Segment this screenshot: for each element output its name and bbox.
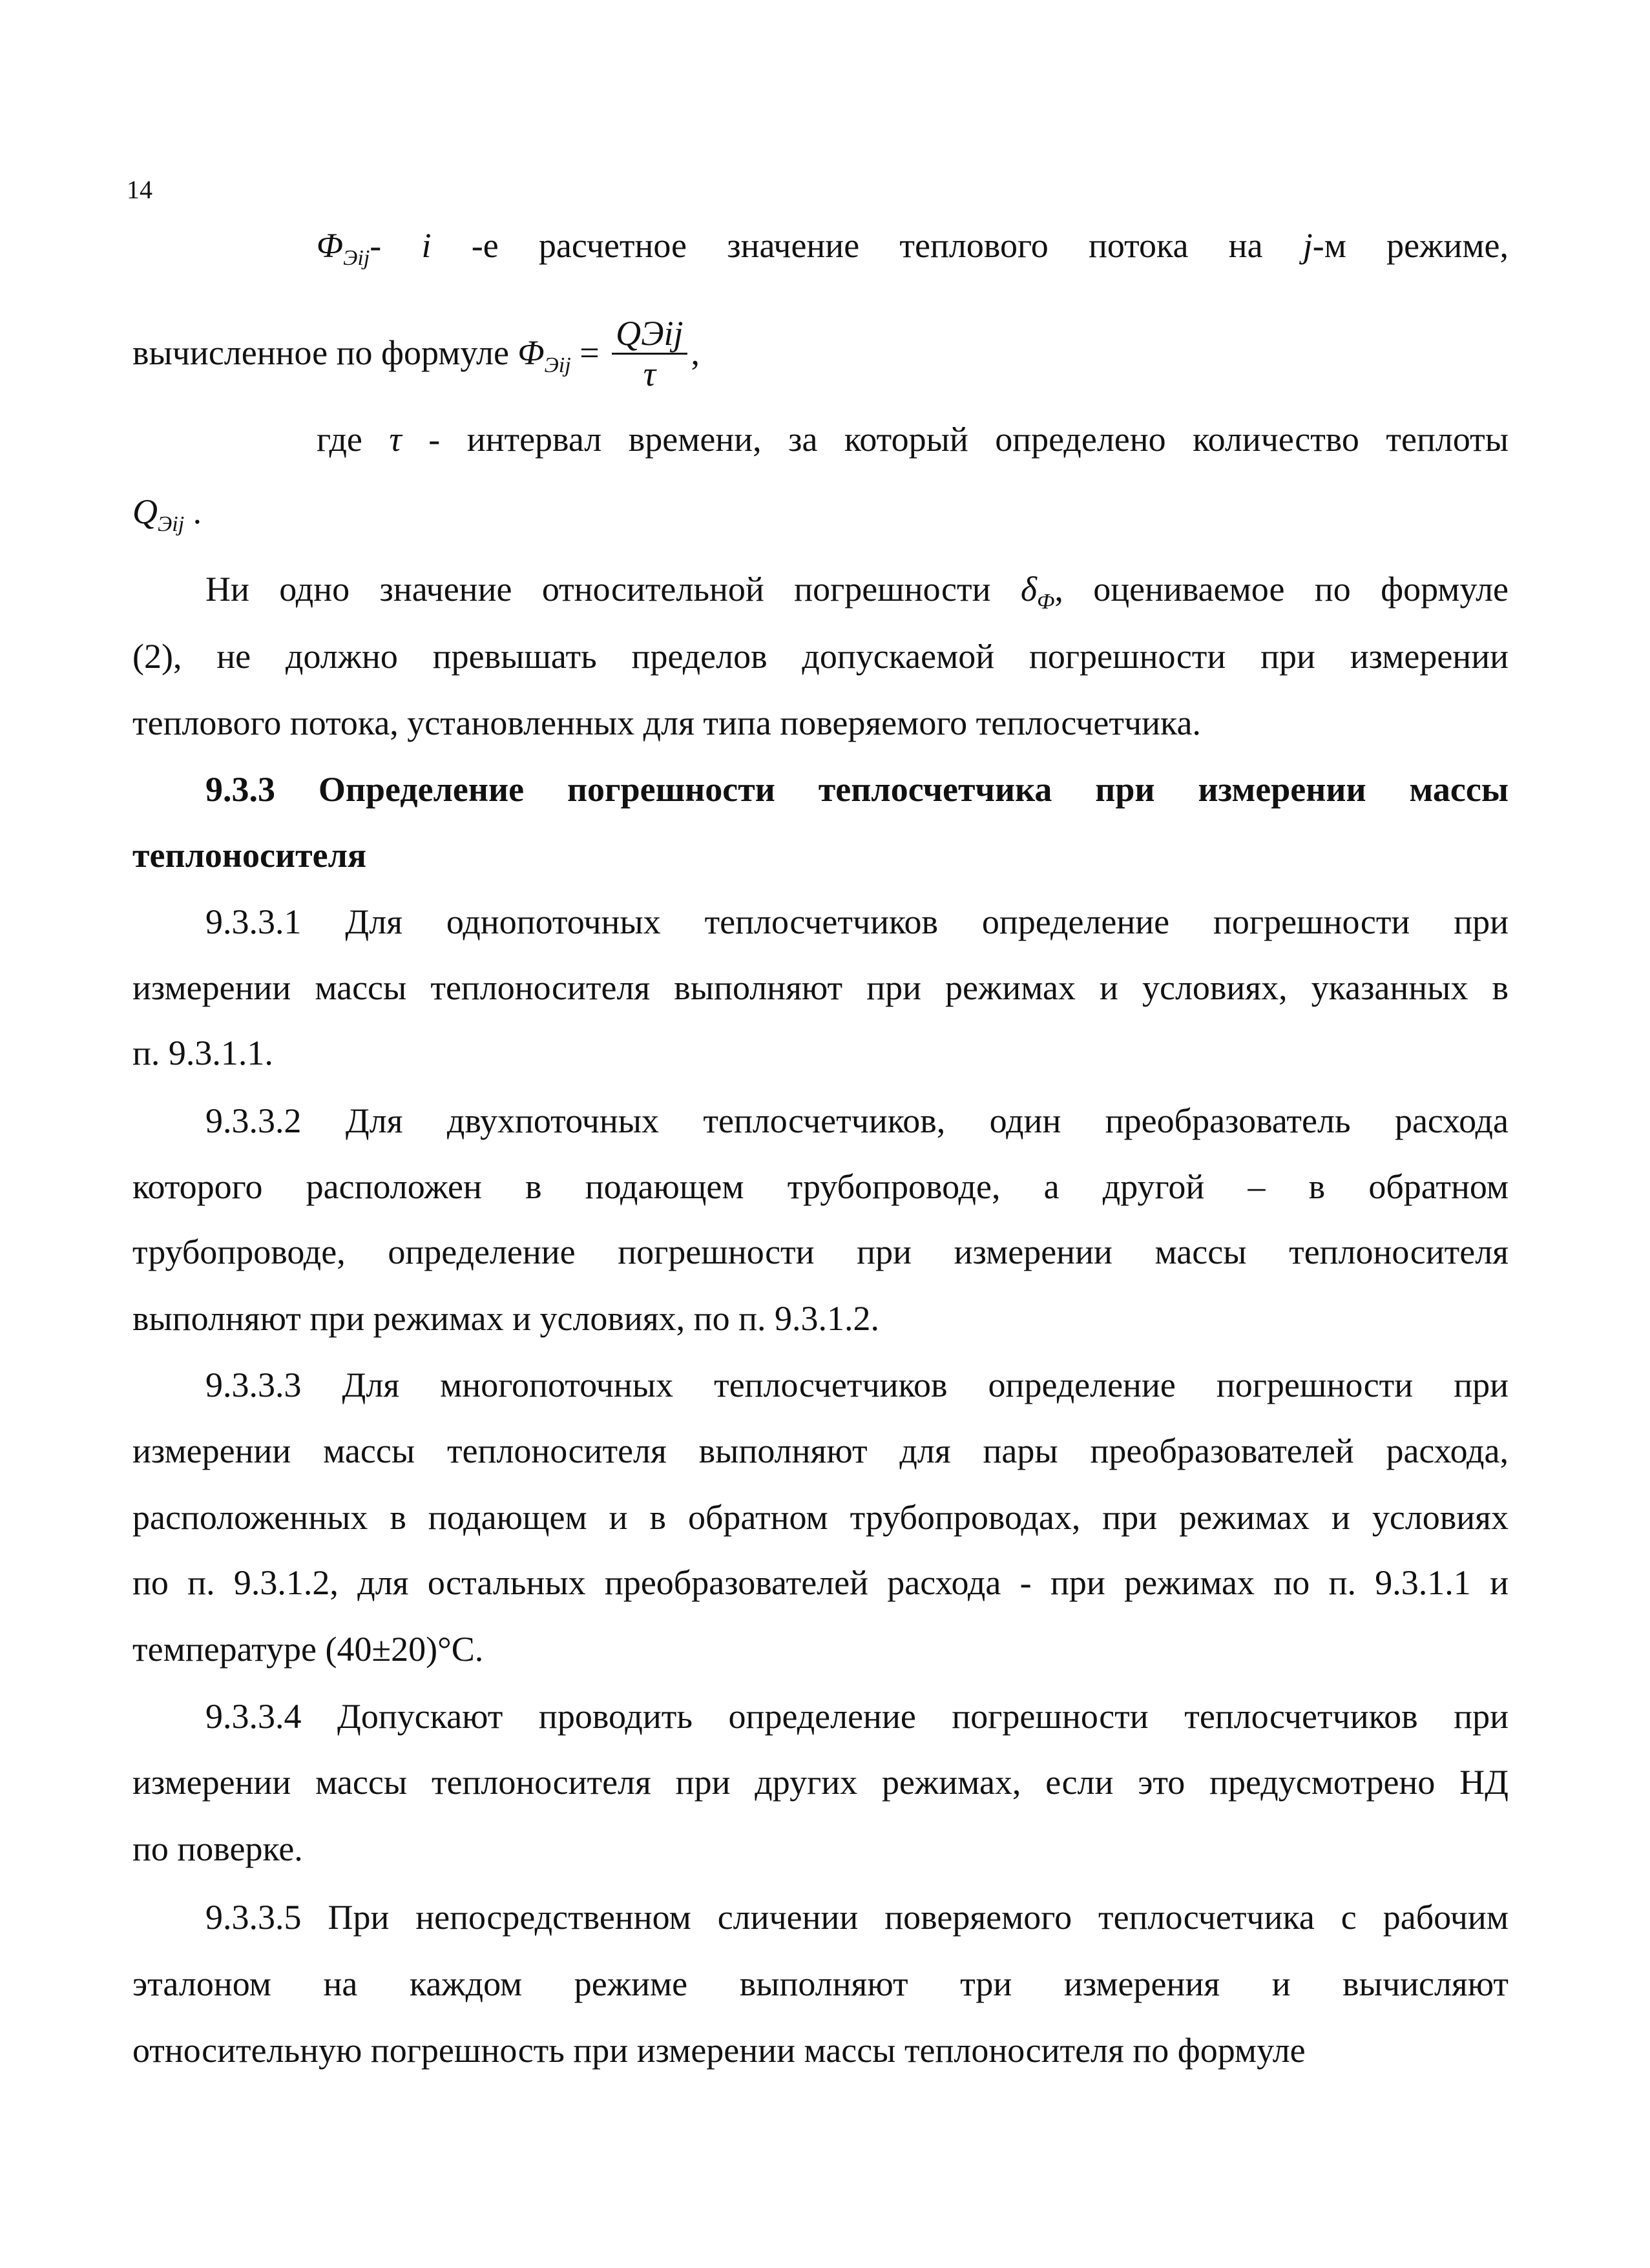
q-dot: .	[184, 492, 202, 531]
definition-tau-line	[317, 419, 1509, 460]
phi-dash: -	[370, 226, 382, 265]
paragraph-line: эталоном на каждом режиме выполняют три измерения и вычисляют	[132, 1964, 1509, 2003]
paragraph-line: выполняют при режимах и условиях, по п. 9.3.1.2.	[132, 1299, 879, 1338]
paragraph-line: (2), не должно превышать пределов допускаемой погрешности при измерении	[132, 637, 1509, 676]
q-symbol-line	[132, 491, 1509, 545]
definition-tau-text-2: - интервал времени, за который определено количество теплоты	[401, 420, 1509, 459]
paragraph-line: измерении массы теплоносителя выполняют при режимах и условиях, указанных в	[132, 968, 1509, 1007]
delta-symbol: δ	[1020, 570, 1037, 609]
page-number: 14	[127, 175, 152, 204]
formula-line	[132, 314, 1509, 396]
paragraph-text: Ни одно значение относительной погрешности	[205, 570, 1021, 609]
phi-symbol: Φ	[317, 226, 344, 265]
formula-denominator: τ	[643, 355, 656, 393]
index-i: i	[421, 226, 432, 265]
paragraph-line: относительную погрешность при измерении массы теплоносителя по формуле	[132, 2031, 1306, 2070]
paragraph-text: , оцениваемое по формуле	[1054, 570, 1509, 609]
definition-phi-text-2: -м режиме,	[1312, 226, 1509, 265]
paragraph-line: 9.3.3.5 При непосредственном сличении поверяемого теплосчетчика с рабочим	[205, 1898, 1509, 1937]
tau-symbol: τ	[389, 420, 402, 459]
formula-equals: =	[570, 333, 609, 372]
q-symbol: Q	[132, 492, 158, 531]
index-j: j	[1302, 226, 1313, 265]
paragraph-line: измерении массы теплоносителя выполняют для пары преобразователей расхода,	[132, 1431, 1509, 1470]
definition-tau-text-1: где	[317, 420, 390, 459]
paragraph-line	[205, 568, 1509, 623]
paragraph-line: по поверке.	[132, 1829, 303, 1868]
paragraph-line: расположенных в подающем и в обратном трубопроводах, при режимах и условиях	[132, 1498, 1509, 1537]
formula-lhs: Φ	[517, 333, 545, 372]
q-subscript: Эij	[158, 512, 185, 536]
phi-subscript: Эij	[343, 246, 370, 270]
paragraph-line: п. 9.3.1.1.	[132, 1034, 273, 1072]
formula-lhs-subscript: Эij	[544, 353, 571, 377]
paragraph-line: 9.3.3.3 Для многопоточных теплосчетчиков определение погрешности при	[205, 1366, 1509, 1404]
definition-phi-line	[317, 225, 1509, 279]
section-heading: теплоносителя	[132, 836, 367, 875]
paragraph-line: измерении массы теплоносителя при других режимах, если это предусмотрено НД	[132, 1763, 1509, 1802]
paragraph-line: 9.3.3.4 Допускают проводить определение погрешности теплосчетчиков при	[205, 1697, 1509, 1736]
paragraph-line: температуре (40±20)°С.	[132, 1630, 484, 1669]
definition-phi-text-1: -е расчетное значение теплового потока на	[431, 226, 1303, 265]
delta-subscript: Ф	[1036, 590, 1055, 614]
formula-numerator: QЭij	[612, 314, 687, 355]
formula-text: вычисленное по формуле	[132, 333, 518, 372]
formula-fraction	[612, 314, 687, 393]
paragraph-line: трубопроводе, определение погрешности при измерении массы теплоносителя	[132, 1233, 1509, 1271]
paragraph-line: 9.3.3.1 Для однопоточных теплосчетчиков определение погрешности при	[205, 902, 1509, 941]
paragraph-line: которого расположен в подающем трубопроводе, а другой – в обратном	[132, 1167, 1509, 1206]
paragraph-line: 9.3.3.2 Для двухпоточных теплосчетчиков, один преобразователь расхода	[205, 1101, 1509, 1140]
paragraph-line: по п. 9.3.1.2, для остальных преобразователей расхода - при режимах по п. 9.3.1.1 и	[132, 1563, 1509, 1602]
paragraph-line: теплового потока, установленных для типа поверяемого теплосчетчика.	[132, 703, 1201, 742]
formula-comma: ,	[691, 333, 700, 372]
section-heading: 9.3.3 Определение погрешности теплосчетчика при измерении массы	[205, 770, 1509, 809]
